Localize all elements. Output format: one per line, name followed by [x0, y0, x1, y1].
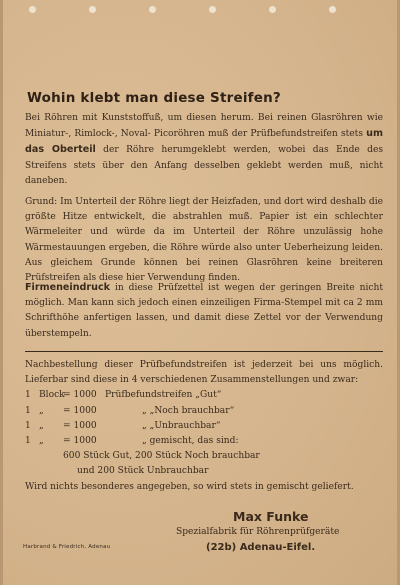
item-unit: Block	[39, 390, 65, 401]
company-description: Spezialfabrik für Röhrenprüfgeräte	[176, 527, 340, 537]
instructions-paragraph	[25, 111, 383, 189]
reorder-intro: Nachbestellung dieser Prüfbefundstreifen ist jederzeit bei uns möglich. Lieferbar sind diese in 4 verschiedenen Zusammenstellungen und zwar:	[25, 360, 383, 386]
item-quantity: = 1000	[63, 420, 97, 431]
perforation-hole	[269, 6, 276, 13]
item-unit: „	[39, 435, 44, 446]
item-count: 1	[25, 435, 31, 446]
perforation-hole	[89, 6, 96, 13]
perforation-hole	[149, 6, 156, 13]
paragraph-lead: Grund:	[25, 197, 58, 207]
item-description: „ „Unbrauchbar“	[142, 420, 221, 431]
item-quantity: = 1000	[63, 435, 97, 446]
paragraph-text: der Röhre herumgeklebt werden, wobei das Ende des Streifens stets über den Anfang desselben geklebt werden muß, nicht daneben.	[25, 145, 383, 186]
reason-paragraph	[25, 195, 383, 286]
perforation-hole	[209, 6, 216, 13]
paragraph-lead: Firmeneindruck	[25, 282, 111, 293]
item-quantity: = 1000	[63, 390, 97, 401]
item-description: „ gemischt, das sind:	[142, 435, 239, 446]
list-item	[25, 434, 383, 449]
item-quantity: = 1000	[63, 405, 97, 416]
mix-detail: 600 Stück Gut, 200 Stück Noch brauchbar	[63, 451, 260, 462]
item-unit: „	[39, 420, 44, 431]
company-address: (22b) Adenau-Eifel.	[206, 542, 316, 553]
list-item	[25, 404, 383, 419]
list-item	[25, 419, 383, 434]
reorder-section	[25, 358, 383, 495]
item-count: 1	[25, 420, 31, 431]
emphasis-text: um das Oberteil	[25, 128, 383, 156]
paragraph-text: in diese Prüfzettel ist wegen der geringen Breite nicht möglich. Man kann sich jedoch einen einzeiligen Firma-Stempel mit ca 2 mm Schrifthöhe anfertigen lassen, und damit diese Zettel vor der Verwendung überstempeln.	[25, 283, 383, 339]
company-name: Max Funke	[233, 509, 309, 524]
order-note: Wird nichts besonderes angegeben, so wird stets in gemischt geliefert.	[25, 481, 354, 492]
item-count: 1	[25, 405, 31, 416]
item-unit: „	[39, 405, 44, 416]
divider	[25, 351, 383, 352]
printer-credit: Harbrand & Friedrich, Adenau	[23, 544, 111, 550]
perforation-hole	[329, 6, 336, 13]
paragraph-text: Bei Röhren mit Kunststoffuß, um diesen herum. Bei reinen Glasröhren wie Miniatur-, Rimlock-, Noval- Picoröhren muß der Prüfbefundstreifen stets	[25, 113, 383, 140]
perforation-hole	[29, 6, 36, 13]
item-count: 1	[25, 390, 31, 401]
paragraph-text: Im Unterteil der Röhre liegt der Heizfaden, und dort wird deshalb die größte Hitze entwickelt, die abstrahlen muß. Papier ist ein schlechter Wärmeleiter und würde da im Unterteil der Röhre unzulässig hohe Wärmestauungen ergeben, die Röhre würde also unter Ueberheizung leiden. Aus gleichem Grunde können bei reinen Glasröhren keine breiteren Prüfstreifen als diese hier Verwendung finden.	[25, 197, 383, 284]
item-description: Prüfbefundstreifen „Gut“	[105, 390, 222, 401]
list-item	[25, 388, 383, 403]
perforation-holes	[3, 6, 397, 16]
company-print-paragraph	[25, 280, 383, 342]
item-description: „ „Noch brauchbar“	[142, 405, 235, 416]
mix-detail: und 200 Stück Unbrauchbar	[77, 466, 209, 477]
leaflet-page	[3, 0, 397, 585]
page-title: Wohin klebt man diese Streifen?	[27, 90, 281, 106]
